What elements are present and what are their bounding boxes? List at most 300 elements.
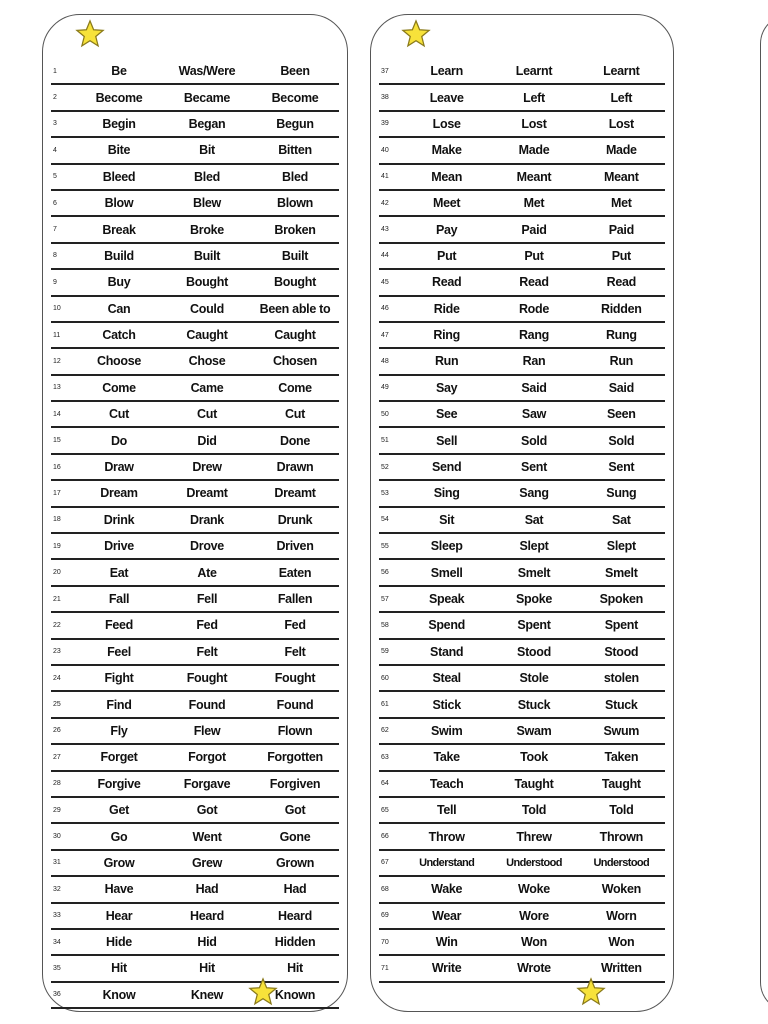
past-simple: Bit xyxy=(199,143,215,158)
row-number: 29 xyxy=(53,806,61,814)
star-icon xyxy=(576,977,606,1007)
table-row xyxy=(51,297,339,323)
past-simple: Fought xyxy=(186,671,228,686)
past-participle: Spent xyxy=(604,618,638,633)
table-row xyxy=(51,930,339,956)
past-participle: Stood xyxy=(604,644,639,659)
past-participle: Sold xyxy=(608,433,635,448)
past-simple: Heard xyxy=(190,908,224,923)
past-participle: Found xyxy=(276,697,314,712)
past-simple: Spoke xyxy=(515,592,552,606)
base-form: Wake xyxy=(431,882,463,897)
past-participle: Taught xyxy=(601,776,641,791)
table-row xyxy=(379,455,665,481)
past-simple: Ate xyxy=(197,565,217,580)
base-form: Bite xyxy=(107,143,131,158)
past-participle: Bought xyxy=(274,275,316,290)
row-number: 48 xyxy=(381,357,389,365)
row-number: 26 xyxy=(53,727,61,735)
past-simple: Paid xyxy=(521,222,547,237)
row-number: 54 xyxy=(381,516,389,524)
table-row xyxy=(51,851,339,877)
past-participle: Forgiven xyxy=(269,776,321,791)
past-simple: Learnt xyxy=(515,64,553,79)
past-simple: Rode xyxy=(518,301,550,316)
past-simple: Fed xyxy=(196,618,218,633)
base-form: Blow xyxy=(104,196,134,211)
past-participle: Put xyxy=(611,248,631,263)
past-participle: Ridden xyxy=(601,301,642,316)
table-row xyxy=(379,772,665,798)
past-simple: Met xyxy=(523,196,545,211)
past-simple: Drove xyxy=(190,539,224,554)
row-number: 65 xyxy=(381,806,389,814)
row-number: 10 xyxy=(53,305,61,313)
row-number: 66 xyxy=(381,833,389,841)
past-simple: Saw xyxy=(521,407,547,422)
past-simple: Broke xyxy=(190,222,224,237)
base-form: Dream xyxy=(100,486,138,501)
star-icon xyxy=(75,19,105,49)
past-participle: Grown xyxy=(275,855,315,870)
past-participle: Bled xyxy=(282,169,308,184)
row-number: 12 xyxy=(53,357,61,365)
base-form: Become xyxy=(95,90,143,105)
base-form: Leave xyxy=(429,90,464,105)
base-form: Forget xyxy=(100,750,138,765)
past-participle: Slept xyxy=(606,539,636,554)
table-row xyxy=(51,59,339,85)
row-number: 17 xyxy=(53,489,61,497)
past-participle: Fallen xyxy=(277,592,313,606)
past-participle: Forgotten xyxy=(267,750,323,765)
row-number: 42 xyxy=(381,199,389,207)
past-simple: Stole xyxy=(519,671,549,686)
base-form: Teach xyxy=(429,776,464,791)
past-participle: Left xyxy=(610,90,633,105)
table-row xyxy=(379,349,665,375)
base-form: Speak xyxy=(428,592,465,606)
row-number: 60 xyxy=(381,674,389,682)
row-number: 36 xyxy=(53,991,61,999)
past-participle: Lost xyxy=(608,116,634,131)
table-row xyxy=(51,692,339,718)
verb-card-1 xyxy=(42,14,348,1012)
row-number: 41 xyxy=(381,173,389,181)
table-row xyxy=(51,613,339,639)
row-number: 15 xyxy=(53,437,61,445)
row-number: 31 xyxy=(53,859,61,867)
table-row xyxy=(379,798,665,824)
base-form: Lose xyxy=(432,116,461,131)
row-number: 22 xyxy=(53,621,61,629)
past-simple: Knew xyxy=(190,987,224,1002)
past-participle: Bitten xyxy=(278,143,312,158)
past-participle: Drunk xyxy=(277,512,313,527)
table-row xyxy=(51,270,339,296)
past-participle: Eaten xyxy=(278,565,312,580)
table-row xyxy=(51,428,339,454)
row-number: 8 xyxy=(53,252,57,260)
table-row xyxy=(379,930,665,956)
past-participle: Flown xyxy=(277,723,313,738)
past-participle: Become xyxy=(271,90,319,105)
base-form: Come xyxy=(102,380,136,395)
table-row xyxy=(51,956,339,982)
row-number: 47 xyxy=(381,331,389,339)
row-number: 67 xyxy=(381,859,389,867)
base-form: Mean xyxy=(431,169,463,184)
base-form: Begin xyxy=(102,116,136,131)
verb-card-3-edge xyxy=(760,14,768,1012)
table-row xyxy=(379,85,665,111)
past-participle: Said xyxy=(608,380,634,395)
table-row xyxy=(51,666,339,692)
past-participle: Been xyxy=(280,64,310,79)
base-form: Build xyxy=(104,248,134,263)
row-number: 38 xyxy=(381,94,389,102)
base-form: Fall xyxy=(108,592,130,606)
past-participle: Chosen xyxy=(272,354,318,369)
past-simple: Wore xyxy=(519,908,549,923)
base-form: Send xyxy=(431,460,462,475)
past-simple: Could xyxy=(190,301,224,316)
past-participle: Made xyxy=(605,143,637,158)
base-form: Grow xyxy=(103,855,135,870)
past-participle: Hidden xyxy=(274,935,316,950)
past-simple: Was/Were xyxy=(178,64,236,79)
past-simple: Spent xyxy=(517,618,551,633)
table-row xyxy=(51,798,339,824)
past-participle: Dreamt xyxy=(274,486,316,501)
table-row xyxy=(51,112,339,138)
past-simple: Sang xyxy=(519,486,549,501)
row-number: 55 xyxy=(381,542,389,550)
past-participle: Spoken xyxy=(599,592,643,606)
base-form: Spend xyxy=(428,618,466,633)
row-number: 9 xyxy=(53,278,57,286)
row-number: 69 xyxy=(381,912,389,920)
past-simple: Sat xyxy=(524,512,544,527)
row-number: 61 xyxy=(381,701,389,709)
past-simple: Slept xyxy=(519,539,549,554)
base-form: Do xyxy=(110,433,128,448)
table-row xyxy=(379,587,665,613)
row-number: 51 xyxy=(381,437,389,445)
table-row xyxy=(379,481,665,507)
past-simple: Lost xyxy=(521,116,547,131)
row-number: 18 xyxy=(53,516,61,524)
table-row xyxy=(379,217,665,243)
row-number: 40 xyxy=(381,146,389,154)
row-number: 32 xyxy=(53,885,61,893)
row-number: 33 xyxy=(53,912,61,920)
past-participle: Fought xyxy=(274,671,316,686)
past-simple: Told xyxy=(521,803,547,818)
past-participle: Learnt xyxy=(603,64,640,79)
base-form: Drink xyxy=(103,512,135,527)
row-number: 3 xyxy=(53,120,57,128)
past-participle: Smelt xyxy=(605,565,638,580)
past-participle: Felt xyxy=(284,644,306,659)
past-participle: Been able to xyxy=(259,301,331,316)
base-form: Say xyxy=(435,380,458,395)
past-simple: Swam xyxy=(516,723,552,738)
table-row xyxy=(379,745,665,771)
table-row xyxy=(379,270,665,296)
past-simple: Blew xyxy=(193,196,221,211)
base-form: Break xyxy=(102,222,136,237)
past-participle: Seen xyxy=(606,407,636,422)
past-simple: Grew xyxy=(191,855,223,870)
table-row xyxy=(51,455,339,481)
table-row xyxy=(51,165,339,191)
base-form: Throw xyxy=(428,829,465,844)
past-participle: Cut xyxy=(285,407,305,422)
past-participle: Sung xyxy=(606,486,637,501)
past-simple: Forgave xyxy=(183,776,231,791)
past-participle: Sent xyxy=(608,460,635,475)
row-number: 57 xyxy=(381,595,389,603)
past-simple: Bled xyxy=(194,169,220,184)
past-simple: Forgot xyxy=(188,750,226,765)
past-simple: Left xyxy=(523,90,545,105)
table-row xyxy=(379,165,665,191)
table-row xyxy=(379,428,665,454)
row-number: 62 xyxy=(381,727,389,735)
base-form: Cut xyxy=(109,407,129,422)
row-number: 4 xyxy=(53,146,57,154)
past-participle: Rung xyxy=(605,328,637,343)
past-simple: Got xyxy=(196,803,218,818)
past-participle: Told xyxy=(609,803,634,818)
base-form: Can xyxy=(107,301,131,316)
base-form: Hit xyxy=(111,961,127,976)
base-form: Sell xyxy=(436,433,458,448)
table-row xyxy=(51,560,339,586)
verb-card-2 xyxy=(370,14,674,1012)
base-form: Eat xyxy=(109,565,129,580)
past-simple: Smelt xyxy=(517,565,551,580)
base-form: Draw xyxy=(104,460,134,475)
past-simple: Became xyxy=(183,90,231,105)
past-participle: Blown xyxy=(277,196,313,211)
past-simple: Dreamt xyxy=(186,486,228,501)
table-row xyxy=(379,59,665,85)
past-participle: Woken xyxy=(601,882,641,897)
past-simple: Hid xyxy=(197,935,217,950)
past-simple: Hit xyxy=(199,961,215,976)
past-simple: Meant xyxy=(516,169,552,184)
past-participle: Paid xyxy=(608,222,634,237)
table-row xyxy=(379,613,665,639)
table-row xyxy=(379,877,665,903)
past-simple: Felt xyxy=(196,644,218,659)
table-row xyxy=(51,481,339,507)
row-number: 30 xyxy=(53,833,61,841)
past-participle: Taken xyxy=(604,750,639,765)
table-row xyxy=(379,244,665,270)
past-participle: Broken xyxy=(274,222,316,237)
table-row xyxy=(51,85,339,111)
base-form: Ride xyxy=(433,301,460,316)
past-participle: Hit xyxy=(287,961,303,976)
row-number: 1 xyxy=(53,67,57,75)
base-form: Meet xyxy=(433,196,461,211)
base-form: Hear xyxy=(105,908,133,923)
past-simple: Took xyxy=(520,750,548,765)
row-number: 13 xyxy=(53,384,61,392)
base-form: Pay xyxy=(435,222,458,237)
base-form: Fight xyxy=(104,671,134,686)
row-number: 34 xyxy=(53,938,61,946)
table-row xyxy=(51,349,339,375)
table-row xyxy=(379,666,665,692)
table-row xyxy=(51,904,339,930)
row-number: 25 xyxy=(53,701,61,709)
base-form: Tell xyxy=(436,803,457,818)
verb-list xyxy=(51,59,339,1009)
base-form: Wear xyxy=(432,908,462,923)
base-form: Get xyxy=(109,803,129,818)
row-number: 16 xyxy=(53,463,61,471)
base-form: Read xyxy=(431,275,462,290)
base-form: Ring xyxy=(433,328,460,343)
past-simple: Drew xyxy=(192,460,222,475)
past-simple: Wrote xyxy=(517,961,551,976)
row-number: 44 xyxy=(381,252,389,260)
row-number: 45 xyxy=(381,278,389,286)
row-number: 49 xyxy=(381,384,389,392)
star-icon xyxy=(401,19,431,49)
past-simple: Found xyxy=(188,697,226,712)
row-number: 70 xyxy=(381,938,389,946)
table-row xyxy=(379,112,665,138)
row-number: 20 xyxy=(53,569,61,577)
past-simple: Sold xyxy=(521,433,547,448)
row-number: 68 xyxy=(381,885,389,893)
past-simple: Began xyxy=(188,116,226,131)
table-row xyxy=(379,191,665,217)
base-form: Feed xyxy=(105,618,133,633)
past-simple: Rang xyxy=(518,328,550,343)
table-row xyxy=(379,534,665,560)
base-form: Hide xyxy=(106,935,132,950)
past-participle: Drawn xyxy=(276,460,314,475)
past-simple: Chose xyxy=(188,354,226,369)
base-form: Put xyxy=(437,248,457,263)
base-form: Make xyxy=(431,143,462,158)
past-simple: Bought xyxy=(186,275,228,290)
row-number: 14 xyxy=(53,410,61,418)
past-participle: stolen xyxy=(603,671,639,686)
past-simple: Put xyxy=(524,248,544,263)
table-row xyxy=(51,719,339,745)
table-row xyxy=(51,745,339,771)
table-row xyxy=(51,508,339,534)
past-participle: Driven xyxy=(276,539,314,554)
row-number: 63 xyxy=(381,753,389,761)
row-number: 52 xyxy=(381,463,389,471)
table-row xyxy=(51,534,339,560)
past-simple: Stuck xyxy=(517,697,551,712)
past-participle: Known xyxy=(274,987,316,1002)
table-row xyxy=(379,560,665,586)
past-simple: Read xyxy=(519,275,549,290)
past-simple: Sent xyxy=(521,460,547,475)
past-participle: Worn xyxy=(606,908,637,923)
table-row xyxy=(379,904,665,930)
past-participle: Got xyxy=(284,803,306,818)
base-form: Sing xyxy=(433,486,460,501)
past-simple: Won xyxy=(521,935,547,950)
row-number: 27 xyxy=(53,753,61,761)
past-simple: Flew xyxy=(193,723,221,738)
table-row xyxy=(379,376,665,402)
past-participle: Built xyxy=(281,248,309,263)
table-row xyxy=(51,402,339,428)
row-number: 37 xyxy=(381,67,389,75)
row-number: 64 xyxy=(381,780,389,788)
row-number: 19 xyxy=(53,542,61,550)
past-simple: Taught xyxy=(514,776,554,791)
base-form: Take xyxy=(433,750,460,765)
base-form: Fly xyxy=(110,723,128,738)
past-participle: Meant xyxy=(604,169,639,184)
row-number: 11 xyxy=(53,331,61,339)
past-simple: Said xyxy=(521,380,547,395)
row-number: 2 xyxy=(53,94,57,102)
base-form: Run xyxy=(434,354,459,369)
row-number: 24 xyxy=(53,674,61,682)
table-row xyxy=(51,983,339,1009)
base-form: Win xyxy=(435,935,458,950)
base-form: See xyxy=(435,407,458,422)
table-row xyxy=(379,297,665,323)
row-number: 43 xyxy=(381,226,389,234)
table-row xyxy=(379,508,665,534)
past-participle: Understood xyxy=(593,856,650,869)
row-number: 58 xyxy=(381,621,389,629)
row-number: 5 xyxy=(53,173,57,181)
past-participle: Thrown xyxy=(599,829,643,844)
row-number: 71 xyxy=(381,964,389,972)
past-simple: Stood xyxy=(517,644,551,659)
base-form: Go xyxy=(110,829,128,844)
past-simple: Fell xyxy=(196,592,218,606)
verb-list xyxy=(379,59,665,983)
table-row xyxy=(379,692,665,718)
past-participle: Sat xyxy=(612,512,631,527)
table-row xyxy=(379,851,665,877)
base-form: Steal xyxy=(432,671,461,686)
row-number: 56 xyxy=(381,569,389,577)
base-form: Sleep xyxy=(430,539,463,554)
base-form: Stand xyxy=(430,644,464,659)
base-form: Stick xyxy=(432,697,461,712)
row-number: 53 xyxy=(381,489,389,497)
table-row xyxy=(379,956,665,982)
base-form: Write xyxy=(431,961,462,976)
row-number: 59 xyxy=(381,648,389,656)
past-participle: Begun xyxy=(276,116,314,131)
base-form: Know xyxy=(102,987,136,1002)
row-number: 28 xyxy=(53,780,61,788)
row-number: 21 xyxy=(53,595,61,603)
base-form: Buy xyxy=(107,275,131,290)
row-number: 6 xyxy=(53,199,57,207)
past-simple: Went xyxy=(192,829,222,844)
